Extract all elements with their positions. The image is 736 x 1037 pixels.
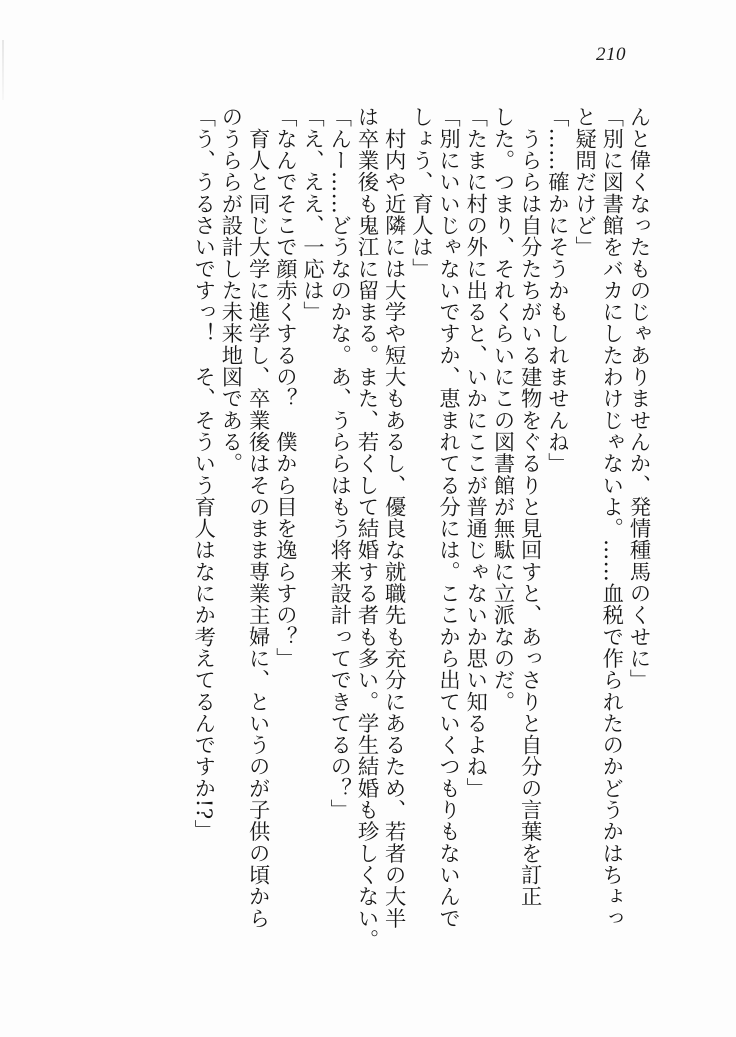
text-line: 「別にいいじゃないですか、恵まれてる分には。ここから出ていくつもりもないんで <box>435 106 461 929</box>
text-line: した。つまり、それくらいにこの図書館が無駄に立派なのだ。 <box>489 106 515 713</box>
page-edge-shadow <box>2 40 4 100</box>
text-line: は卒業後も鬼江に留まる。また、若くして結婚する者も多い。学生結婚も珍しくない。 <box>353 106 379 951</box>
text-line: うららは自分たちがいる建物をぐるりと見回すと、あっさりと自分の言葉を訂正 <box>517 106 543 908</box>
text-line: 「たまに村の外に出ると、いかにここが普通じゃないか思い知るよね」 <box>462 106 488 799</box>
text-line: しょう、育人は」 <box>408 106 434 280</box>
text-line: 「え、ええ、一応は」 <box>299 106 325 323</box>
text-line: 「んー……どうなのかな。あ、うららはもう将来設計ってできてるの？」 <box>326 106 352 821</box>
text-line: んと偉くなったものじゃありませんか、発情種馬のくせに」 <box>626 106 651 691</box>
text-line: 「う、うるさいですっ！ そ、そういう育人はなにか考えてるんですか!?」 <box>190 106 216 842</box>
vertical-text-body <box>62 106 652 966</box>
text-line: 「……確かにそうかもしれませんね」 <box>544 106 570 475</box>
text-line: のうららが設計した未来地図である。 <box>217 106 243 475</box>
text-line: 村内や近隣には大学や短大もあるし、優良な就職先も充分にあるため、若者の大半 <box>381 106 407 929</box>
text-line: 「なんでそこで顔赤くするの？ 僕から目を逸らすの？」 <box>272 106 298 669</box>
text-line: 育人と同じ大学に進学し、卒業後はそのまま専業主婦に、というのが子供の頃から <box>245 106 271 929</box>
text-line: 「別に図書館をバカにしたわけじゃないよ。……血税で作られたのかどうかはちょっ <box>598 106 624 929</box>
page-number: 210 <box>596 44 626 65</box>
text-line: と疑問だけど」 <box>571 106 597 258</box>
